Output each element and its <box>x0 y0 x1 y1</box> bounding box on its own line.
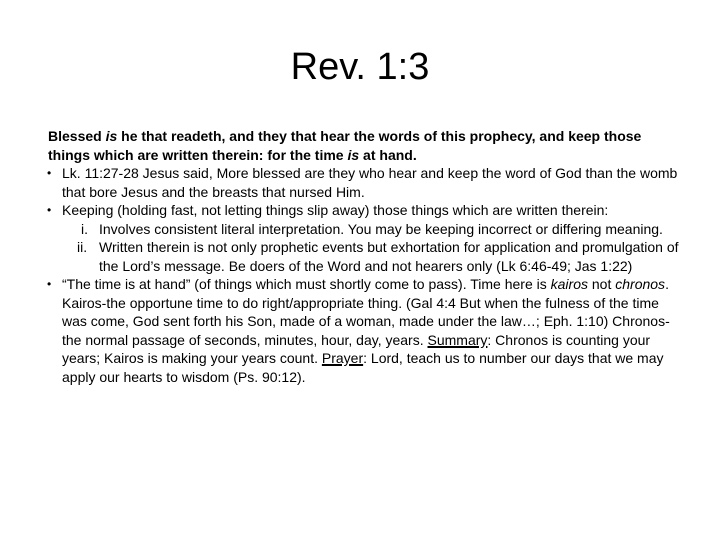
bullet-text: . Kairos-the opportune time to do right/appropriate thing. (Gal 4:4 But when the fulness of the time was come, God sent forth his Son, made of a woman, made under the law…; Eph. 1:10) Chronos-the normal passage of seconds, minutes, hour, day, years. <box>62 276 670 348</box>
bullet-list <box>46 164 686 386</box>
bullet-item-luke <box>46 164 686 201</box>
verse-text: he that readeth, and they that hear the words of this prophecy, and keep those things which are written therein: for the time <box>48 128 642 163</box>
chronos-term: chronos <box>615 276 666 292</box>
bullet-text: Keeping (holding fast, not letting things slip away) those things which are written therein: <box>62 202 609 218</box>
kairos-term: kairos <box>550 276 588 292</box>
sub-text: Involves consistent literal interpretation. You may be keeping incorrect or differing meaning. <box>99 220 663 237</box>
bullet-text: Lk. 11:27-28 Jesus said, More blessed are they who hear and keep the word of God than the womb that bore Jesus and the breasts that nursed Him. <box>62 165 678 200</box>
sub-item <box>62 238 686 275</box>
scripture-verse <box>46 127 686 164</box>
sub-list <box>62 220 686 276</box>
prayer-label: Prayer <box>321 350 364 366</box>
bullet-text: not <box>588 276 616 292</box>
verse-text: Blessed <box>48 128 106 144</box>
bullet-item-keeping <box>46 201 686 275</box>
slide-body <box>46 127 686 386</box>
summary-label: Summary <box>427 331 488 348</box>
sub-marker: i. <box>81 220 88 237</box>
sub-marker: ii. <box>77 239 88 255</box>
verse-text: at hand. <box>359 146 417 163</box>
verse-italic: is <box>105 128 118 144</box>
sub-text: Written therein is not only prophetic events but exhortation for application and promulgation of the Lord’s message. Be doers of the Word and not hearers only (Lk 6:46-49; Jas 1:22) <box>99 239 679 274</box>
bullet-text: “The time is at hand” (of things which must shortly come to pass). Time here is <box>62 276 551 292</box>
bullet-item-time <box>46 275 686 386</box>
slide-title: Rev. 1:3 <box>290 46 430 88</box>
sub-item <box>62 220 686 239</box>
verse-italic: is <box>347 146 360 163</box>
bullet-text: : Lord, teach us to number our days that we may apply our hearts to wisdom (Ps. 90:12). <box>62 350 664 385</box>
bullet-text: : Chronos is counting your years; Kairos is making your years count. <box>62 331 651 366</box>
